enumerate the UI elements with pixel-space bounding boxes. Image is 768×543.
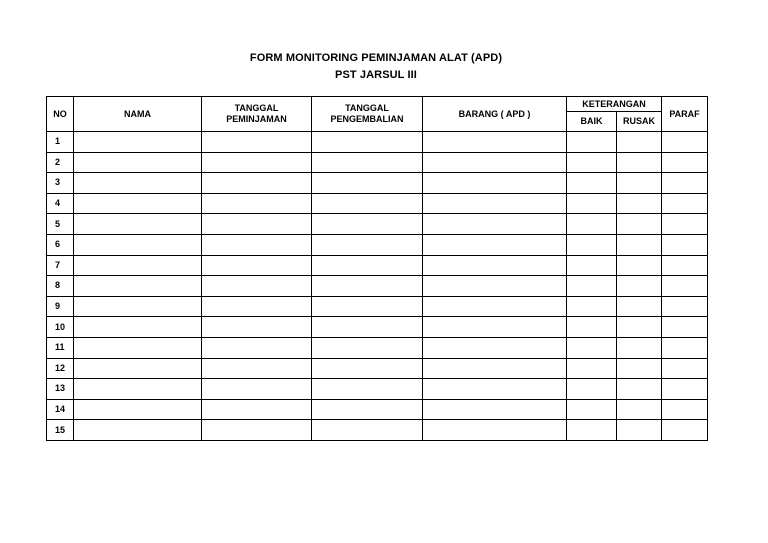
paraf-cell[interactable] (662, 193, 708, 214)
rusak-cell[interactable] (617, 173, 662, 194)
baik-cell[interactable] (567, 276, 617, 297)
baik-cell[interactable] (567, 317, 617, 338)
tanggal-pengembalian-cell[interactable] (312, 358, 423, 379)
table-row (47, 152, 708, 173)
row-number: 11 (47, 337, 74, 358)
nama-cell[interactable] (74, 255, 202, 276)
header-nama: NAMA (74, 97, 202, 132)
table-row (47, 420, 708, 441)
tanggal-peminjaman-cell[interactable] (202, 255, 312, 276)
paraf-cell[interactable] (662, 337, 708, 358)
tanggal-pengembalian-cell[interactable] (312, 234, 423, 255)
rusak-cell[interactable] (617, 296, 662, 317)
barang-cell[interactable] (423, 317, 567, 338)
rusak-cell[interactable] (617, 379, 662, 400)
tanggal-pengembalian-cell[interactable] (312, 132, 423, 153)
nama-cell[interactable] (74, 234, 202, 255)
table-row (47, 255, 708, 276)
barang-cell[interactable] (423, 214, 567, 235)
rusak-cell[interactable] (617, 255, 662, 276)
row-number: 8 (47, 276, 74, 297)
barang-cell[interactable] (423, 358, 567, 379)
baik-cell[interactable] (567, 234, 617, 255)
paraf-cell[interactable] (662, 132, 708, 153)
table-row (47, 132, 708, 153)
table-row (47, 214, 708, 235)
tanggal-peminjaman-cell[interactable] (202, 234, 312, 255)
rusak-cell[interactable] (617, 152, 662, 173)
nama-cell[interactable] (74, 152, 202, 173)
paraf-cell[interactable] (662, 358, 708, 379)
rusak-cell[interactable] (617, 399, 662, 420)
paraf-cell[interactable] (662, 276, 708, 297)
paraf-cell[interactable] (662, 234, 708, 255)
row-number: 9 (47, 296, 74, 317)
table-body (47, 132, 708, 441)
nama-cell[interactable] (74, 276, 202, 297)
nama-cell[interactable] (74, 337, 202, 358)
tanggal-peminjaman-cell[interactable] (202, 152, 312, 173)
tanggal-pengembalian-cell[interactable] (312, 379, 423, 400)
paraf-cell[interactable] (662, 214, 708, 235)
header-tanggal-pengembalian-label: TANGGAL PENGEMBALIAN (330, 103, 404, 124)
table-row (47, 317, 708, 338)
barang-cell[interactable] (423, 399, 567, 420)
barang-cell[interactable] (423, 420, 567, 441)
baik-cell[interactable] (567, 337, 617, 358)
table-row (47, 276, 708, 297)
tanggal-peminjaman-cell[interactable] (202, 358, 312, 379)
rusak-cell[interactable] (617, 132, 662, 153)
paraf-cell[interactable] (662, 379, 708, 400)
tanggal-peminjaman-cell[interactable] (202, 132, 312, 153)
baik-cell[interactable] (567, 152, 617, 173)
header-baik: BAIK (567, 112, 617, 132)
baik-cell[interactable] (567, 296, 617, 317)
row-number: 4 (47, 193, 74, 214)
tanggal-pengembalian-cell[interactable] (312, 152, 423, 173)
row-number: 5 (47, 214, 74, 235)
nama-cell[interactable] (74, 214, 202, 235)
row-number: 12 (47, 358, 74, 379)
table-row (47, 234, 708, 255)
barang-cell[interactable] (423, 276, 567, 297)
tanggal-pengembalian-cell[interactable] (312, 193, 423, 214)
table-row (47, 193, 708, 214)
tanggal-pengembalian-cell[interactable] (312, 255, 423, 276)
row-number: 2 (47, 152, 74, 173)
table-row (47, 358, 708, 379)
header-keterangan: KETERANGAN (567, 97, 662, 112)
tanggal-pengembalian-cell[interactable] (312, 420, 423, 441)
rusak-cell[interactable] (617, 420, 662, 441)
baik-cell[interactable] (567, 420, 617, 441)
baik-cell[interactable] (567, 379, 617, 400)
rusak-cell[interactable] (617, 358, 662, 379)
baik-cell[interactable] (567, 193, 617, 214)
paraf-cell[interactable] (662, 296, 708, 317)
tanggal-pengembalian-cell[interactable] (312, 276, 423, 297)
baik-cell[interactable] (567, 214, 617, 235)
table-row (47, 173, 708, 194)
tanggal-peminjaman-cell[interactable] (202, 173, 312, 194)
rusak-cell[interactable] (617, 193, 662, 214)
tanggal-pengembalian-cell[interactable] (312, 214, 423, 235)
tanggal-peminjaman-cell[interactable] (202, 276, 312, 297)
row-number: 1 (47, 132, 74, 153)
baik-cell[interactable] (567, 173, 617, 194)
table-row (47, 379, 708, 400)
nama-cell[interactable] (74, 132, 202, 153)
header-rusak: RUSAK (617, 112, 662, 132)
barang-cell[interactable] (423, 193, 567, 214)
paraf-cell[interactable] (662, 255, 708, 276)
barang-cell[interactable] (423, 173, 567, 194)
paraf-cell[interactable] (662, 317, 708, 338)
paraf-cell[interactable] (662, 152, 708, 173)
tanggal-pengembalian-cell[interactable] (312, 296, 423, 317)
nama-cell[interactable] (74, 379, 202, 400)
tanggal-peminjaman-cell[interactable] (202, 399, 312, 420)
table-row (47, 337, 708, 358)
header-barang: BARANG ( APD ) (423, 97, 567, 132)
barang-cell[interactable] (423, 234, 567, 255)
rusak-cell[interactable] (617, 234, 662, 255)
nama-cell[interactable] (74, 420, 202, 441)
row-number: 7 (47, 255, 74, 276)
tanggal-peminjaman-cell[interactable] (202, 214, 312, 235)
tanggal-peminjaman-cell[interactable] (202, 296, 312, 317)
row-number: 14 (47, 399, 74, 420)
barang-cell[interactable] (423, 379, 567, 400)
header-paraf: PARAF (662, 97, 708, 132)
row-number: 13 (47, 379, 74, 400)
nama-cell[interactable] (74, 399, 202, 420)
header-tanggal-peminjaman (202, 97, 312, 132)
row-number: 15 (47, 420, 74, 441)
tanggal-pengembalian-cell[interactable] (312, 337, 423, 358)
tanggal-pengembalian-cell[interactable] (312, 317, 423, 338)
monitoring-table (46, 96, 708, 441)
rusak-cell[interactable] (617, 214, 662, 235)
baik-cell[interactable] (567, 399, 617, 420)
barang-cell[interactable] (423, 255, 567, 276)
tanggal-peminjaman-cell[interactable] (202, 317, 312, 338)
tanggal-peminjaman-cell[interactable] (202, 193, 312, 214)
tanggal-peminjaman-cell[interactable] (202, 420, 312, 441)
tanggal-peminjaman-cell[interactable] (202, 379, 312, 400)
tanggal-pengembalian-cell[interactable] (312, 173, 423, 194)
tanggal-pengembalian-cell[interactable] (312, 399, 423, 420)
table-row (47, 296, 708, 317)
nama-cell[interactable] (74, 193, 202, 214)
header-tanggal-pengembalian (312, 97, 423, 132)
barang-cell[interactable] (423, 296, 567, 317)
paraf-cell[interactable] (662, 173, 708, 194)
paraf-cell[interactable] (662, 420, 708, 441)
rusak-cell[interactable] (617, 337, 662, 358)
row-number: 10 (47, 317, 74, 338)
row-number: 3 (47, 173, 74, 194)
baik-cell[interactable] (567, 358, 617, 379)
baik-cell[interactable] (567, 255, 617, 276)
tanggal-peminjaman-cell[interactable] (202, 337, 312, 358)
form-subtitle: PST JARSUL III (335, 69, 417, 81)
nama-cell[interactable] (74, 173, 202, 194)
barang-cell[interactable] (423, 132, 567, 153)
baik-cell[interactable] (567, 132, 617, 153)
rusak-cell[interactable] (617, 276, 662, 297)
nama-cell[interactable] (74, 296, 202, 317)
nama-cell[interactable] (74, 317, 202, 338)
rusak-cell[interactable] (617, 317, 662, 338)
barang-cell[interactable] (423, 152, 567, 173)
nama-cell[interactable] (74, 358, 202, 379)
form-title: FORM MONITORING PEMINJAMAN ALAT (APD) (249, 52, 503, 64)
header-tanggal-peminjaman-label: TANGGAL PEMINJAMAN (226, 103, 287, 124)
paraf-cell[interactable] (662, 399, 708, 420)
table-row (47, 399, 708, 420)
row-number: 6 (47, 234, 74, 255)
header-no: NO (47, 97, 74, 132)
barang-cell[interactable] (423, 337, 567, 358)
